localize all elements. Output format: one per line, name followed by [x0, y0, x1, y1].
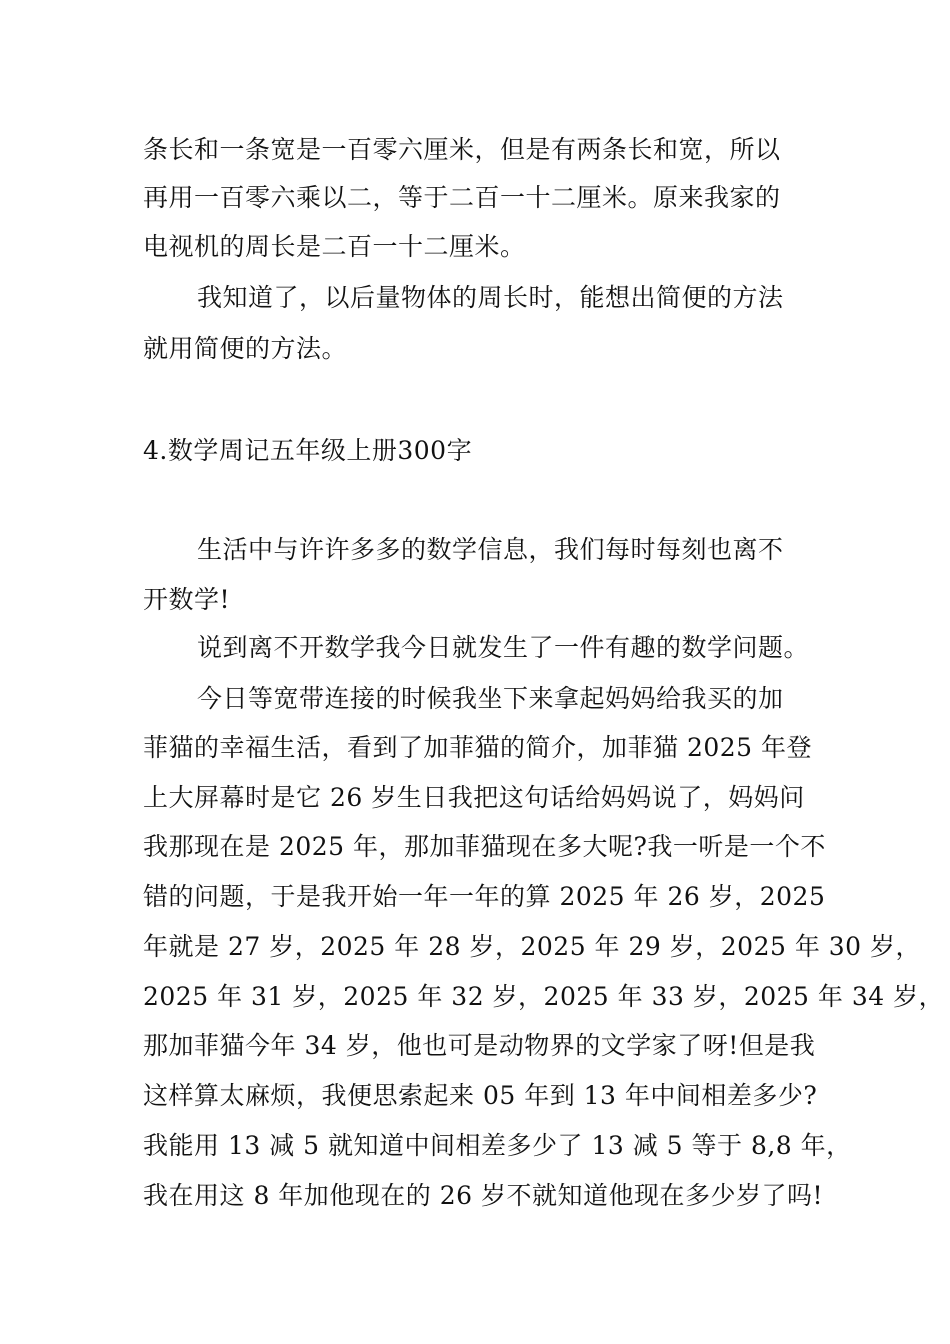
paragraph-line: 我能用 13 减 5 就知道中间相差多少了 13 减 5 等于 8,8 年，: [143, 1131, 852, 1160]
paragraph-line: 2025 年 31 岁，2025 年 32 岁，2025 年 33 岁，2025 年 34 岁，: [143, 982, 945, 1011]
paragraph-line: 电视机的周长是二百一十二厘米。: [143, 232, 526, 261]
section-heading: 4.数学周记五年级上册300字: [143, 436, 473, 465]
paragraph-line: 条长和一条宽是一百零六厘米，但是有两条长和宽，所以: [143, 135, 781, 164]
paragraph-line: 说到离不开数学我今日就发生了一件有趣的数学问题。: [197, 633, 810, 662]
paragraph-line: 我那现在是 2025 年，那加菲猫现在多大呢?我一听是一个不: [143, 832, 826, 861]
paragraph-line: 今日等宽带连接的时候我坐下来拿起妈妈给我买的加: [197, 684, 784, 713]
paragraph-line: 上大屏幕时是它 26 岁生日我把这句话给妈妈说了，妈妈问: [143, 783, 805, 812]
paragraph-line: 那加菲猫今年 34 岁，他也可是动物界的文学家了呀!但是我: [143, 1031, 816, 1060]
paragraph-line: 生活中与许许多多的数学信息，我们每时每刻也离不: [197, 535, 784, 564]
paragraph-line: 就用简便的方法。: [143, 334, 348, 363]
paragraph-line: 这样算太麻烦，我便思索起来 05 年到 13 年中间相差多少?: [143, 1081, 818, 1110]
paragraph-line: 我知道了，以后量物体的周长时，能想出简便的方法: [197, 283, 784, 312]
paragraph-line: 错的问题，于是我开始一年一年的算 2025 年 26 岁，2025: [143, 882, 826, 911]
paragraph-line: 再用一百零六乘以二，等于二百一十二厘米。原来我家的: [143, 183, 781, 212]
paragraph-line: 年就是 27 岁，2025 年 28 岁，2025 年 29 岁，2025 年 30 岁，: [143, 932, 922, 961]
paragraph-line: 我在用这 8 年加他现在的 26 岁不就知道他现在多少岁了吗!: [143, 1181, 824, 1210]
paragraph-line: 菲猫的幸福生活，看到了加菲猫的简介，加菲猫 2025 年登: [143, 733, 813, 762]
paragraph-line: 开数学!: [143, 585, 231, 614]
